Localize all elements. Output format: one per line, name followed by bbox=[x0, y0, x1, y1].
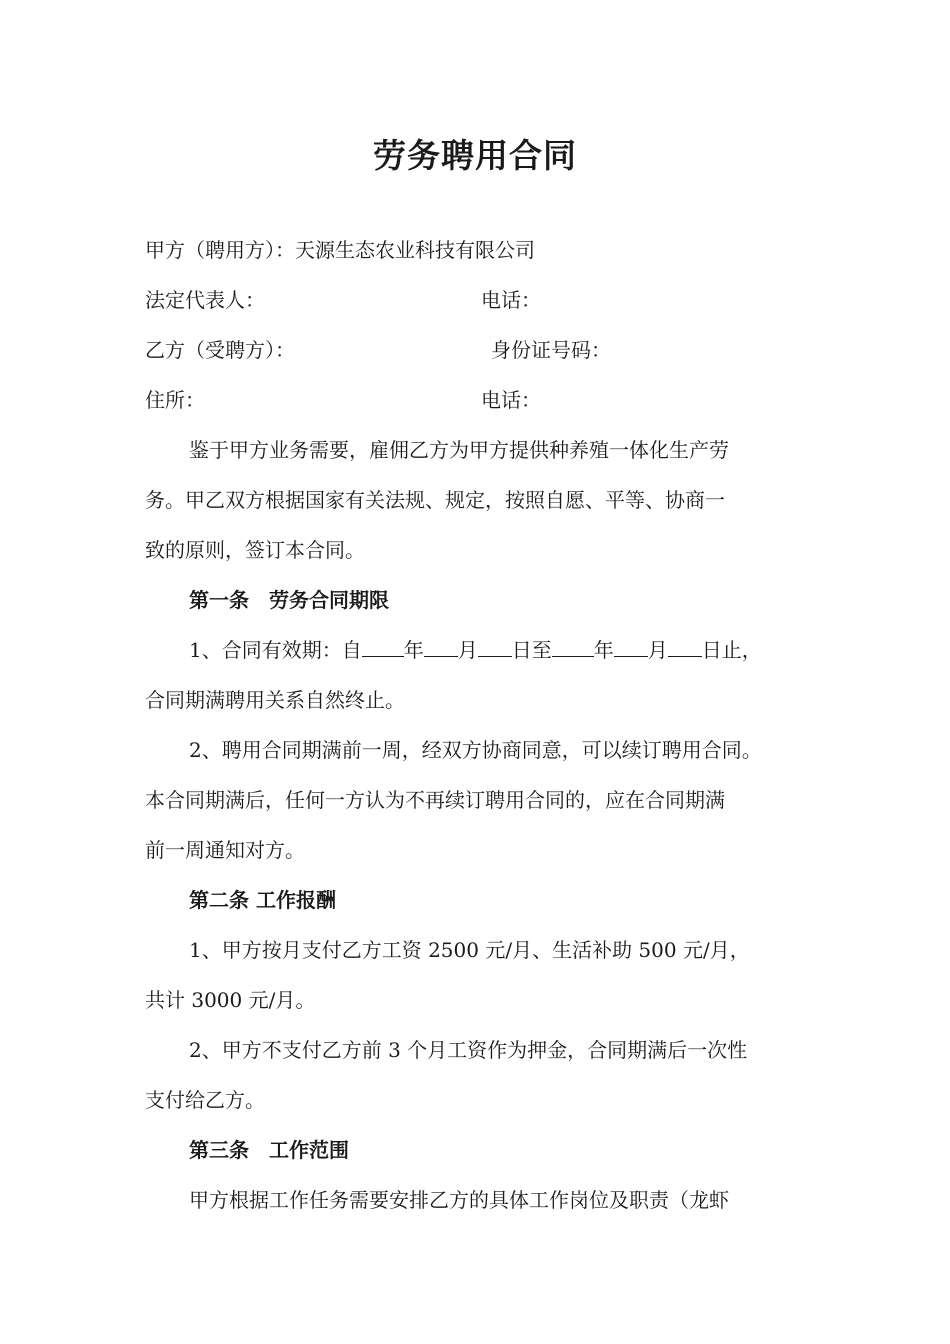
preamble-line: 致的原则，签订本合同。 bbox=[145, 538, 365, 562]
party-b-label: 乙方（受聘方）： bbox=[145, 338, 295, 362]
month-label: 月 bbox=[457, 638, 478, 662]
phone-label-1: 电话： bbox=[481, 288, 541, 312]
salary-clause-line: 1、甲方按月支付乙方工资 2500 元/月、生活补助 500 元/月， bbox=[189, 938, 750, 962]
start-month-blank bbox=[424, 636, 458, 657]
id-number-label: 身份证号码： bbox=[491, 338, 611, 362]
preamble-line: 务。甲乙双方根据国家有关法规、规定，按照自愿、平等、协商一 bbox=[145, 488, 725, 512]
day-label: 日止， bbox=[701, 638, 762, 662]
document-title: 劳务聘用合同 bbox=[373, 136, 577, 175]
article-1-heading: 第一条 劳务合同期限 bbox=[189, 588, 389, 612]
end-day-blank bbox=[668, 636, 702, 657]
phone-label-2: 电话： bbox=[481, 388, 541, 412]
scope-clause-line: 甲方根据工作任务需要安排乙方的具体工作岗位及职责（龙虾 bbox=[189, 1188, 729, 1212]
month-label: 月 bbox=[647, 638, 668, 662]
address-label: 住所： bbox=[145, 388, 205, 412]
day-label: 日至 bbox=[511, 638, 552, 662]
renewal-clause-line: 前一周通知对方。 bbox=[145, 838, 305, 862]
party-a-line: 甲方（聘用方）：天源生态农业科技有限公司 bbox=[145, 238, 535, 262]
legal-rep-label: 法定代表人： bbox=[145, 288, 265, 312]
term-clause-line bbox=[189, 636, 762, 664]
renewal-clause-line: 本合同期满后，任何一方认为不再续订聘用合同的，应在合同期满 bbox=[145, 788, 725, 812]
deposit-clause-line: 支付给乙方。 bbox=[145, 1088, 265, 1112]
year-label: 年 bbox=[403, 638, 424, 662]
term-prefix: 1、合同有效期：自 bbox=[189, 638, 362, 662]
start-year-blank bbox=[362, 636, 404, 657]
start-day-blank bbox=[478, 636, 512, 657]
deposit-clause-line: 2、甲方不支付乙方前 3 个月工资作为押金，合同期满后一次性 bbox=[189, 1038, 748, 1062]
end-month-blank bbox=[614, 636, 648, 657]
end-year-blank bbox=[552, 636, 594, 657]
year-label: 年 bbox=[593, 638, 614, 662]
term-clause-line-2: 合同期满聘用关系自然终止。 bbox=[145, 688, 405, 712]
article-2-heading: 第二条 工作报酬 bbox=[189, 888, 336, 912]
renewal-clause-line: 2、聘用合同期满前一周，经双方协商同意，可以续订聘用合同。 bbox=[189, 738, 762, 762]
salary-clause-line: 共计 3000 元/月。 bbox=[145, 988, 316, 1012]
article-3-heading: 第三条 工作范围 bbox=[189, 1138, 349, 1162]
preamble-line: 鉴于甲方业务需要，雇佣乙方为甲方提供种养殖一体化生产劳 bbox=[189, 438, 729, 462]
